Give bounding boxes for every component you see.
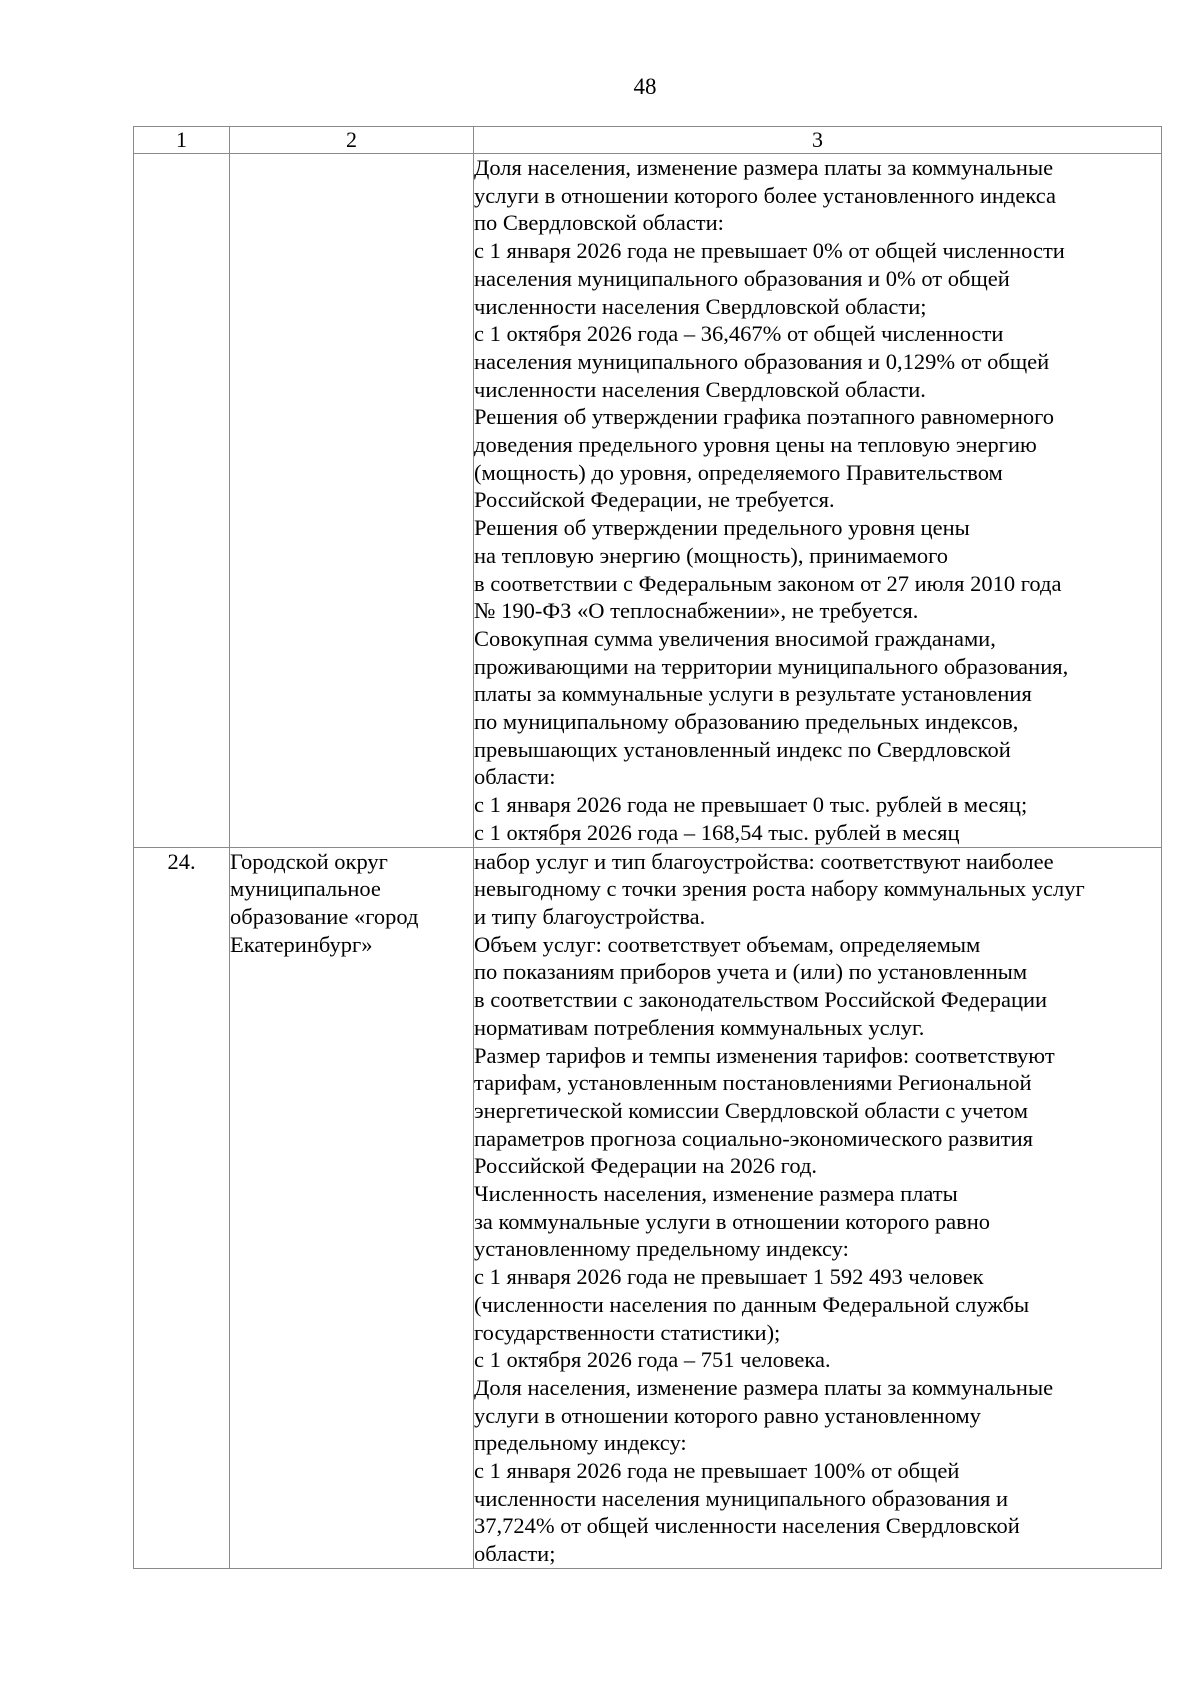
text-line: с 1 января 2026 года не превышает 0 тыс. рублей в месяц; xyxy=(474,792,1028,818)
text-line: в соответствии с Федеральным законом от 27 июля 2010 года xyxy=(474,570,1062,596)
text-line: Российской Федерации, не требуется. xyxy=(474,487,835,513)
text-line: тарифам, установленным постановлениями Региональной xyxy=(474,1070,1032,1096)
text-line: с 1 октября 2026 года – 168,54 тыс. рублей в месяц xyxy=(474,819,960,845)
text-line: с 1 января 2026 года не превышает 1 592 493 человек xyxy=(474,1264,984,1290)
column-header-1: 1 xyxy=(134,127,230,154)
municipality-name-cell xyxy=(230,847,474,1568)
text-line: численности населения Свердловской области. xyxy=(474,376,926,402)
text-line: платы за коммунальные услуги в результате установления xyxy=(474,681,1032,707)
text-line: Размер тарифов и темпы изменения тарифов: соответствуют xyxy=(474,1042,1055,1068)
text-line: с 1 января 2026 года не превышает 100% от общей xyxy=(474,1458,960,1484)
text-line: за коммунальные услуги в отношении которого равно xyxy=(474,1208,991,1234)
column-header-2: 2 xyxy=(230,127,474,154)
text-line: Решения об утверждении предельного уровня цены xyxy=(474,515,970,541)
text-line: параметров прогноза социально-экономического развития xyxy=(474,1125,1033,1151)
text-line: с 1 октября 2026 года – 751 человека. xyxy=(474,1347,831,1373)
text-line: предельному индексу: xyxy=(474,1430,687,1456)
text-line: невыгодному с точки зрения роста набору коммунальных услуг xyxy=(474,876,1085,902)
text-line: проживающими на территории муниципального образования, xyxy=(474,653,1069,679)
text-line: набор услуг и тип благоустройства: соответствуют наиболее xyxy=(474,848,1054,874)
text-line: области: xyxy=(474,764,556,790)
text-line: Совокупная сумма увеличения вносимой гражданами, xyxy=(474,625,996,651)
text-line: (мощность) до уровня, определяемого Правительством xyxy=(474,459,1003,485)
text-line: с 1 января 2026 года не превышает 0% от общей численности xyxy=(474,238,1065,264)
text-line: государственности статистики); xyxy=(474,1319,781,1345)
text-line: нормативам потребления коммунальных услуг. xyxy=(474,1014,925,1040)
text-line: Доля населения, изменение размера платы за коммунальные xyxy=(474,155,1054,180)
text-line: (численности населения по данным Федеральной службы xyxy=(474,1291,1030,1317)
text-line: Решения об утверждении графика поэтапного равномерного xyxy=(474,404,1055,430)
text-line: численности населения муниципального образования и xyxy=(474,1485,1009,1511)
text-line: населения муниципального образования и 0,129% от общей xyxy=(474,348,1050,374)
text-line: Объем услуг: соответствует объемам, определяемым xyxy=(474,931,981,957)
document-table xyxy=(133,126,1162,1569)
text-line: Доля населения, изменение размера платы за коммунальные xyxy=(474,1374,1054,1400)
municipality-name-cell xyxy=(230,154,474,848)
table-row-24 xyxy=(134,847,1162,1568)
text-line: по муниципальному образованию предельных индексов, xyxy=(474,709,1019,735)
text-line: доведения предельного уровня цены на тепловую энергию xyxy=(474,432,1037,458)
row-number-cell xyxy=(134,154,230,848)
row-content-cell xyxy=(474,154,1162,848)
text-line: по показаниям приборов учета и (или) по установленным xyxy=(474,959,1028,985)
text-line: населения муниципального образования и 0% от общей xyxy=(474,265,1010,291)
text-line: 37,724% от общей численности населения Свердловской xyxy=(474,1513,1020,1539)
text-line: Российской Федерации на 2026 год. xyxy=(474,1153,818,1179)
table-row-continued xyxy=(134,154,1162,848)
text-line: установленному предельному индексу: xyxy=(474,1236,849,1262)
row-number-cell: 24. xyxy=(134,847,230,1568)
column-header-3: 3 xyxy=(474,127,1162,154)
text-line: по Свердловской области: xyxy=(474,210,724,236)
text-line: превышающих установленный индекс по Свердловской xyxy=(474,736,1011,762)
text-line: области; xyxy=(474,1541,556,1567)
text-line: образование «город xyxy=(230,903,419,929)
text-line: муниципальное xyxy=(230,876,381,902)
text-line: № 190-ФЗ «О теплоснабжении», не требуется. xyxy=(474,598,919,624)
text-line: в соответствии с законодательством Российской Федерации xyxy=(474,987,1048,1013)
page-number: 48 xyxy=(633,74,657,99)
text-line: услуги в отношении которого равно установленному xyxy=(474,1402,981,1428)
text-line: Численность населения, изменение размера платы xyxy=(474,1181,958,1207)
text-line: энергетической комиссии Свердловской области с учетом xyxy=(474,1097,1028,1123)
text-line: Городской округ xyxy=(230,848,388,874)
text-line: численности населения Свердловской области; xyxy=(474,293,927,319)
text-line: услуги в отношении которого более установленного индекса xyxy=(474,182,1056,208)
text-line: и типу благоустройства. xyxy=(474,903,706,929)
row-content-cell xyxy=(474,847,1162,1568)
table-header-row xyxy=(134,127,1162,154)
text-line: с 1 октября 2026 года – 36,467% от общей численности xyxy=(474,321,1004,347)
text-line: на тепловую энергию (мощность), принимаемого xyxy=(474,542,949,568)
text-line: Екатеринбург» xyxy=(230,931,373,957)
